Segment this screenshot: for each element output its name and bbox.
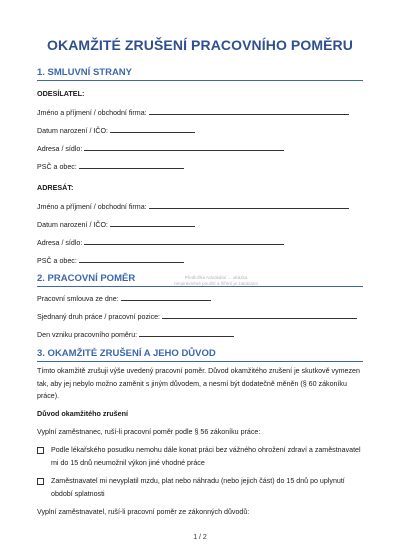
fill-line[interactable] <box>110 125 195 133</box>
recipient-name-field[interactable] <box>37 201 349 211</box>
recipient-address-field[interactable] <box>37 237 284 247</box>
field-label: Adresa / sídlo: <box>37 145 83 153</box>
recipient-psc-field[interactable] <box>37 255 184 265</box>
field-label: PSČ a obec: <box>37 257 77 265</box>
fill-line[interactable] <box>84 237 284 245</box>
fill-line[interactable] <box>149 107 349 115</box>
field-label: Datum narození / IČO: <box>37 127 108 135</box>
fill-line[interactable] <box>79 255 184 263</box>
fill-line[interactable] <box>84 143 284 151</box>
start-date-field[interactable] <box>37 329 234 339</box>
watermark: Předložka Advokátní ... ukázka neoprávněné použití a šíření je zakázáno <box>173 275 259 286</box>
sender-address-field[interactable] <box>37 143 284 153</box>
sender-label: ODESÍLATEL: <box>37 89 85 98</box>
field-label: Sjednaný druh práce / pracovní pozice: <box>37 313 161 321</box>
fill-line[interactable] <box>149 201 349 209</box>
sender-birth-field[interactable] <box>37 125 195 135</box>
recipient-label: ADRESÁT: <box>37 183 74 192</box>
fill-line[interactable] <box>162 311 357 319</box>
field-label: PSČ a obec: <box>37 163 77 171</box>
employer-line: Vyplní zaměstnavatel, ruší-li pracovní poměr ze zákonných důvodů: <box>37 508 250 516</box>
sender-psc-field[interactable] <box>37 161 184 171</box>
section-1-heading: 1. SMLUVNÍ STRANY <box>37 67 133 78</box>
option-1-checkbox[interactable] <box>37 447 44 454</box>
document-title: OKAMŽITÉ ZRUŠENÍ PRACOVNÍHO POMĚRU <box>47 37 353 53</box>
section-3-heading: 3. OKAMŽITÉ ZRUŠENÍ A JEHO DŮVOD <box>37 348 216 359</box>
fill-line[interactable] <box>121 293 211 301</box>
page-number: 1 / 2 <box>193 534 207 541</box>
section-1-divider <box>37 80 363 81</box>
contract-date-field[interactable] <box>37 293 211 303</box>
field-label: Jméno a příjmení / obchodní firma: <box>37 109 147 117</box>
employee-line: Vyplní zaměstnanec, ruší-li pracovní poměr podle § 56 zákoníku práce: <box>37 428 261 436</box>
field-label: Adresa / sídlo: <box>37 239 83 247</box>
field-label: Den vzniku pracovního poměru: <box>37 331 138 339</box>
field-label: Pracovní smlouva ze dne: <box>37 295 119 303</box>
option-1-text: Podle lékařského posudku nemohu dále konat práci bez vážného ohrožení zdraví a zaměstnavatel mi do 15 dnů neumožnil výkon jiné vhodné práce <box>51 446 361 467</box>
reason-label: Důvod okamžitého zrušení <box>37 409 129 418</box>
field-label: Datum narození / IČO: <box>37 221 108 229</box>
fill-line[interactable] <box>79 161 184 169</box>
section-3-divider <box>37 361 363 362</box>
fill-line[interactable] <box>110 219 195 227</box>
option-2-checkbox[interactable] <box>37 478 44 485</box>
work-type-field[interactable] <box>37 311 357 321</box>
sender-name-field[interactable] <box>37 107 349 117</box>
recipient-birth-field[interactable] <box>37 219 195 229</box>
field-label: Jméno a příjmení / obchodní firma: <box>37 203 147 211</box>
section-2-heading: 2. PRACOVNÍ POMĚR <box>37 273 136 284</box>
option-2-text: Zaměstnavatel mi nevyplatil mzdu, plat nebo náhradu (nebo jejich část) do 15 dnů po uplynutí období splatnosti <box>51 477 345 498</box>
intro-paragraph: Tímto okamžitě zrušuji výše uvedený pracovní poměr. Důvod okamžitého zrušení je skutkově vymezen tak, aby jej nebylo možno zaměnit s jiným důvodem, a nesmí být dodatečně měněn (§ 60 zákoníku práce). <box>37 367 360 400</box>
fill-line[interactable] <box>139 329 234 337</box>
